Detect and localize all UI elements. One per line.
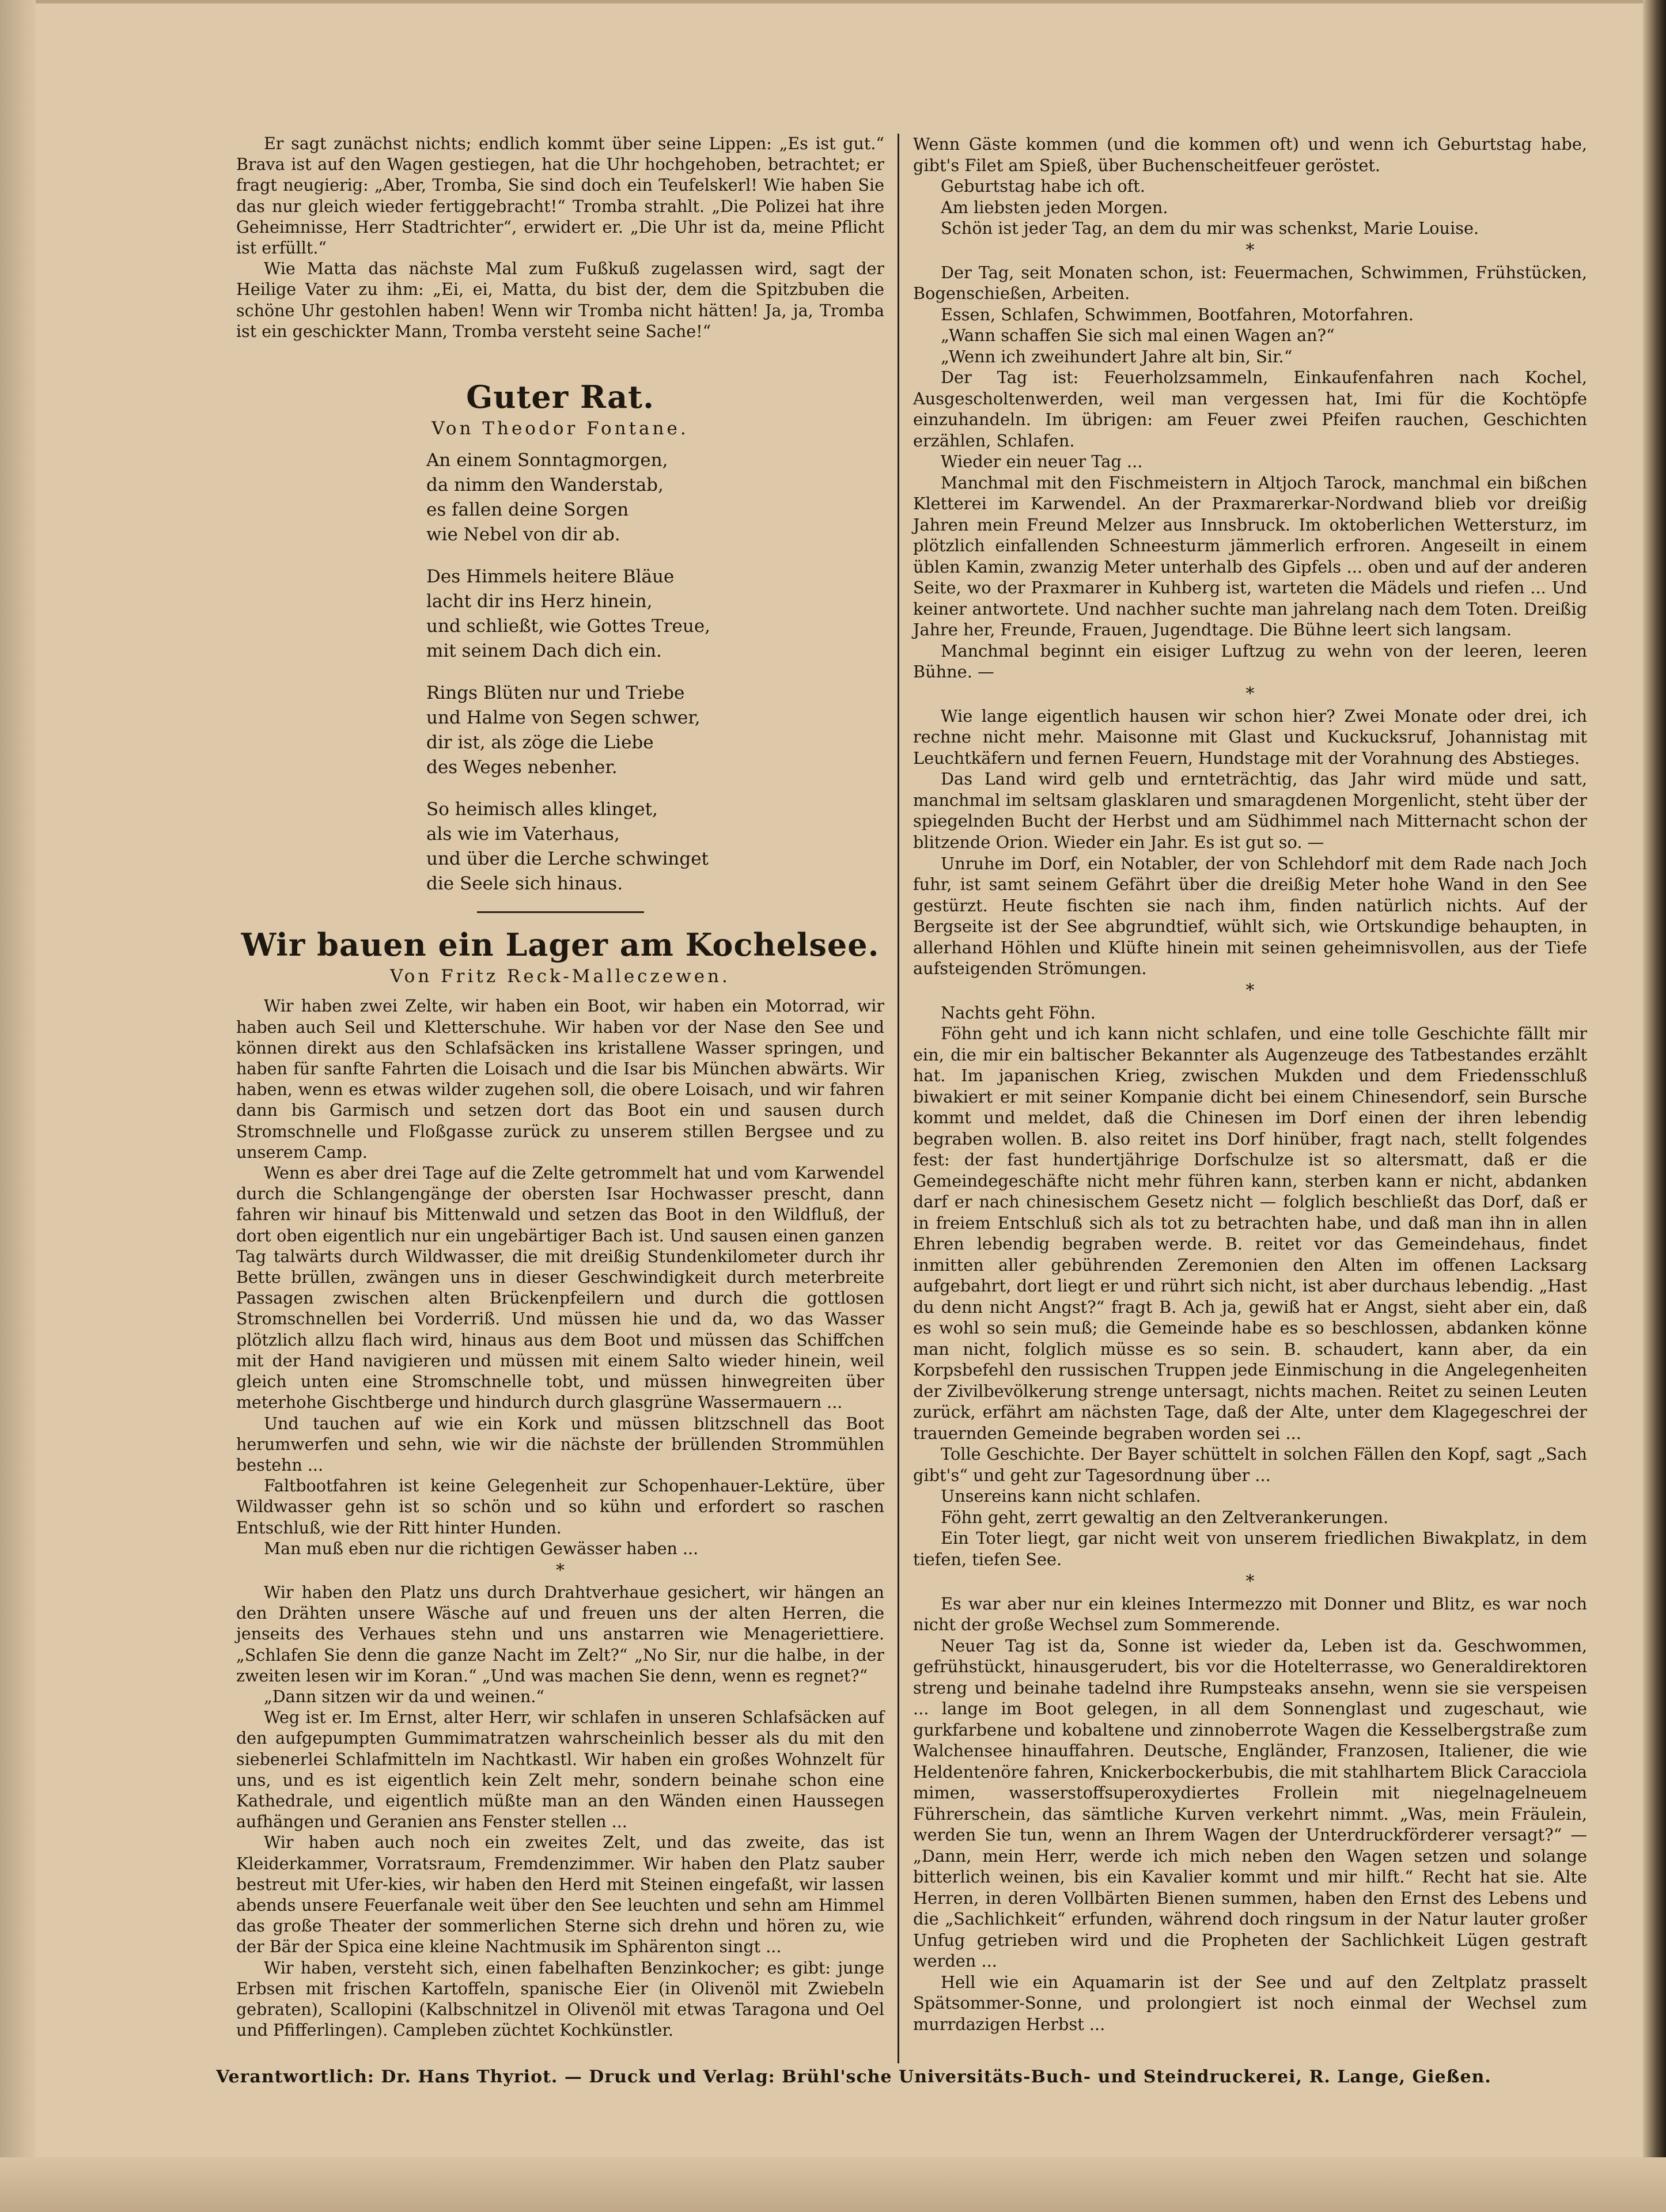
poem-line: und schließt, wie Gottes Treue, <box>426 616 711 637</box>
article-paragraph: Unruhe im Dorf, ein Notabler, der von Schlehdorf mit dem Rade nach Joch fuhr, ist samt seinem Gefährt über die dreißig Meter hohe Wand in den See gestürzt. Heute fischten sie nach ihm, finden natürlich nichts. Auf der Bergseite ist der See abgrundtief, wühlt sich, wie Ortskundige behaupten, in allerhand Höhlen und Klüfte hinein mit seinen geheimnisvollen, aus der Tiefe aufsteigenden Strömungen. <box>913 853 1587 979</box>
poem-line: lacht dir ins Herz hinein, <box>426 591 653 612</box>
article-paragraph: Wenn es aber drei Tage auf die Zelte getrommelt hat und vom Karwendel durch die Schlangengänge der obersten Isar Hochwasser prescht, dann fahren wir hinauf bis Mittenwald und setzen das Boot in den Wildfluß, der dort oben eigentlich nur ein ungebärtiger Bach ist. Und sausen einen ganzen Tag talwärts durch Wildwasser, die mit dreißig Stundenkilometer durch ihr Bette brüllen, zwängen uns in dieser Geschwindigkeit durch meterbreite Passagen zwischen alten Brückenpfeilern und durch die gottlosen Stromschnellen bei Vorderriß. Und müssen hie und da, wo das Wasser plötzlich allzu flach wird, hinaus aus dem Boot und müssen das Schiffchen mit der Hand navigieren und müssen mit einem Salto wieder hinein, weil gleich unten eine Stromschnelle tobt, und müssen hinwegreiten über meterhohe Gischtberge und hindurch durch glasgrüne Wassermauern ... <box>236 1164 884 1412</box>
article-paragraph: Faltbootfahren ist keine Gelegenheit zur Schopenhauer-Lektüre, über Wildwasser gehn ist so schön und so kühn und erfordert so raschen Entschluß, wie der Ritt hinter Hunden. <box>236 1476 884 1537</box>
section-separator: * <box>1245 1571 1255 1592</box>
section-rule <box>477 911 644 913</box>
column-divider <box>898 134 899 2063</box>
article-paragraph: „Wann schaffen Sie sich mal einen Wagen an?“ <box>941 325 1335 346</box>
page-binding-edge <box>0 0 36 2212</box>
poem-line: und Halme von Segen schwer, <box>426 707 701 729</box>
poem-byline: Von Theodor Fontane. <box>431 418 689 440</box>
poem-line: als wie im Vaterhaus, <box>426 824 620 845</box>
section-separator: * <box>1245 683 1255 704</box>
poem-stanza <box>426 565 884 664</box>
article-paragraph: Hell wie ein Aquamarin ist der See und auf den Zeltplatz prasselt Spätsommer-Sonne, und prolongiert ist noch einmal der Wechsel zum murrdazigen Herbst ... <box>913 1972 1587 2034</box>
poem-line: Rings Blüten nur und Triebe <box>426 683 685 704</box>
article-paragraph: Wir haben, versteht sich, einen fabelhaften Benzinkocher; es gibt: junge Erbsen mit frischen Kartoffeln, spanische Eier (in Olivenöl mit Zwiebeln gebraten), Scallopini (Kalbschnitzel in Olivenöl mit etwas Taragona und Oel und Pfifferlingen). Campleben züchtet Kochkünstler. <box>236 1958 884 2040</box>
article-paragraph: Unsereins kann nicht schlafen. <box>941 1486 1201 1506</box>
poem-line: da nimm den Wanderstab, <box>426 475 664 496</box>
article-paragraph: Wie lange eigentlich hausen wir schon hier? Zwei Monate oder drei, ich rechne nicht mehr. Maisonne mit Glast und Kuckucksruf, Johannistag mit Leuchtkäfern und fernen Feuern, Hundstage mit der Vorahnung des Abstieges. <box>913 706 1587 768</box>
article-paragraph: Der Tag ist: Feuerholzsammeln, Einkaufenfahren nach Kochel, Ausgescholtenwerden, weil man vergessen hat, Imi für die Kochtöpfe einzuhandeln. Im übrigen: am Feuer zwei Pfeifen rauchen, Geschichten erzählen, Schlafen. <box>913 368 1587 450</box>
page-top-edge <box>36 0 1643 3</box>
poem-line: dir ist, als zöge die Liebe <box>426 732 654 753</box>
poem-title: Guter Rat. <box>466 378 654 416</box>
intro-paragraph: Wie Matta das nächste Mal zum Fußkuß zugelassen wird, sagt der Heilige Vater zu ihm: „Ei, ei, Matta, du bist der, dem die Spitzbuben die schöne Uhr gestohlen haben! Wenn wir Tromba nicht hätten! Ja, ja, Tromba ist ein geschickter Mann, Tromba versteht seine Sache!“ <box>236 259 884 341</box>
article-paragraph: Wir haben auch noch ein zweites Zelt, und das zweite, das ist Kleiderkammer, Vorratsraum, Fremdenzimmer. Wir haben den Platz sauber bestreut mit Ufer-kies, wir haben den Herd mit Steinen eingefaßt, wir lassen abends unsere Feuerfanale weit über den See leuchten und sehn am Himmel das große Theater der sommerlichen Sterne sich drehn und hören zu, wie der Bär der Spica eine kleine Nachtmusik im Sphärenton singt ... <box>236 1833 884 1957</box>
imprint-footer: Verantwortlich: Dr. Hans Thyriot. — Druck und Verlag: Brühl'sche Universitäts-Buch- und Steindruckerei, R. Lange, Gießen. <box>216 2067 1491 2087</box>
poem-line: die Seele sich hinaus. <box>426 873 623 895</box>
article-paragraph: Föhn geht, zerrt gewaltig an den Zeltverankerungen. <box>941 1507 1389 1527</box>
poem-line: es fallen deine Sorgen <box>426 499 629 521</box>
poem-line: An einem Sonntagmorgen, <box>426 450 668 471</box>
page-right-edge <box>1643 0 1666 2212</box>
article-paragraph: Wir haben zwei Zelte, wir haben ein Boot, wir haben ein Motorrad, wir haben auch Seil und Kletterschuhe. Wir haben vor der Nase den See und können direkt aus den Schlafsäcken ins kristallene Wasser springen, und haben für sanfte Fahrten die Loisach und die Isar bis München abwärts. Wir haben, wenn es etwas wilder zugehen soll, die obere Loisach, und wir fahren dann bis Garmisch und setzen dort das Boot ein und sausen durch Stromschnelle und Floßgasse zurück zu unserem stillen Bergsee und zu unserem Camp. <box>236 997 884 1162</box>
article-paragraph: Wieder ein neuer Tag ... <box>941 452 1143 472</box>
article-paragraph: Föhn geht und ich kann nicht schlafen, und eine tolle Geschichte fällt mir ein, die mir ein baltischer Bekannter als Augenzeuge des Tatbestandes erzählt hat. Im japanischen Krieg, zwischen Mukden und dem Friedensschluß biwakiert er mit seiner Kompanie dicht bei einem Chinesendorf, sein Bursche kommt und meldet, daß die Chinesen im Dorf einen der ihren lebendig begraben wollen. B. also reitet ins Dorf hinüber, fragt nach, stellt folgendes fest: der fast hundertjährige Dorfschulze ist so altersmatt, daß er die Gemeindegeschäfte nicht mehr führen kann, sterben kann er nicht, abdanken darf er nach chinesischem Gesetz nicht — folglich beschließt das Dorf, daß er in freiem Entschluß sich als tot zu betrachten habe, und daß man ihn in allen Ehren lebendig begraben werde. B. reitet vor das Gemeindehaus, findet inmitten aller gebührenden Zeremonien den Alten im offenen Lacksarg aufgebahrt, dort liegt er und rührt sich nicht, ist aber durchaus lebendig. „Hast du denn nicht Angst?“ fragt B. Ach ja, gewiß hat er Angst, sieht aber ein, daß es wohl so sein muß; die Gemeinde habe es so beschlossen, abdanken könne man nicht, folglich müsse es so sein. B. schaudert, kann aber, da ein Korpsbefehl den russischen Truppen jede Einmischung in die Angelegenheiten der Zivilbevölkerung strenge untersagt, nichts machen. Reitet zu seinen Leuten zurück, erfährt am nächsten Tage, daß der Alte, unter dem Klagegeschrei der trauernden Gemeinde begraben worden sei ... <box>913 1024 1587 1443</box>
article-title: Wir bauen ein Lager am Kochelsee. <box>241 926 880 964</box>
article-paragraph: Nachts geht Föhn. <box>941 1002 1096 1022</box>
poem-stanza <box>426 797 884 896</box>
article-paragraph: Der Tag, seit Monaten schon, ist: Feuermachen, Schwimmen, Frühstücken, Bogenschießen, Arbeiten. <box>913 262 1587 304</box>
article-paragraph: Neuer Tag ist da, Sonne ist wieder da, Leben ist da. Geschwommen, gefrühstückt, hinausgerudert, bis vor die Hotelterrasse, wo Generaldirektoren streng und beinahe tadelnd ihre Rumpsteaks ansehn, wenn sie sie verspeisen ... lange im Boot gelegen, in all dem Sonnenglast und zugeschaut, wie gurkfarbene und kobaltene und zinnoberrote Wagen die Kesselbergstraße zum Walchensee hinauffahren. Deutsche, Engländer, Franzosen, Italiener, die wie Heldentenöre fahren, Knickerbockerbubis, die mit stahlhartem Blick Caracciola mimen, wasserstoffsuperoxydiertes Frollein mit niegelnagelneuem Führerschein, das sämtliche Kurven verkehrt nimmt. „Was, mein Fräulein, werden Sie tun, wenn an Ihrem Wagen der Unterdruckförderer versagt?“ — „Dann, mein Herr, werde ich mich neben den Wagen setzen und solange bitterlich weinen, bis ein Kavalier kommt und mir hilft.“ Recht hat sie. Alte Herren, in deren Vollbärten Bienen summen, haben den Ernst des Lebens und die „Sachlichkeit“ erfunden, während doch ringsum in der Natur lauter großer Unfug getrieben wird und die Propheten der Sachlichkeit Lügen gestraft werden ... <box>913 1635 1587 1971</box>
article-paragraph: Und tauchen auf wie ein Kork und müssen blitzschnell das Boot herumwerfen und sehn, wie wir die nächste der brüllenden Strommühlen bestehn ... <box>236 1414 884 1475</box>
article-byline: Von Fritz Reck-Malleczewen. <box>390 966 730 987</box>
poem-line: Des Himmels heitere Bläue <box>426 566 675 588</box>
article-paragraph: Wenn Gäste kommen (und die kommen oft) und wenn ich Geburtstag habe, gibt's Filet am Spieß, über Buchenscheitfeuer geröstet. <box>913 134 1587 175</box>
article-paragraph: Ein Toter liegt, gar nicht weit von unserem friedlichen Biwakplatz, in dem tiefen, tiefen See. <box>913 1528 1587 1569</box>
article-paragraph: Am liebsten jeden Morgen. <box>941 197 1168 217</box>
poem-line: wie Nebel von dir ab. <box>426 524 620 546</box>
poem-line: des Weges nebenher. <box>426 757 618 778</box>
section-separator: * <box>556 1560 565 1581</box>
article-paragraph: Geburtstag habe ich oft. <box>941 176 1145 196</box>
article-paragraph: Weg ist er. Im Ernst, alter Herr, wir schlafen in unseren Schlafsäcken auf den aufgepumpten Gummimatratzen wahrscheinlich besser als du mit den siebenerlei Schlafmitteln im Nachtkastl. Wir haben ein großes Wohnzelt für uns, und es ist eigentlich kein Zelt mehr, sondern beinahe schon eine Kathedrale, und eigentlich müßte man an den Wänden einen Haussegen aufhängen und Geranien ans Fenster stellen ... <box>236 1708 884 1832</box>
article-paragraph: Tolle Geschichte. Der Bayer schüttelt in solchen Fällen den Kopf, sagt „Sach gibt's“ und geht zur Tagesordnung über ... <box>913 1444 1587 1485</box>
poem-line: mit seinem Dach dich ein. <box>426 641 662 662</box>
article-paragraph: „Wenn ich zweihundert Jahre alt bin, Sir.“ <box>941 346 1293 366</box>
article-paragraph: Das Land wird gelb und ernteträchtig, das Jahr wird müde und satt, manchmal im seltsam glasklaren und smaragdenen Morgenlicht, steht über der spiegelnden Bucht der Herbst und am Südhimmel nach Mitternacht schon der blitzende Orion. Wieder ein Jahr. Es ist gut so. — <box>913 769 1587 852</box>
article-paragraph: Manchmal mit den Fischmeistern in Altjoch Tarock, manchmal ein bißchen Kletterei im Karwendel. An der Praxmarerkar-Nordwand blieb vor dreißig Jahren mein Freund Melzer aus Innsbruck. Im oktoberlichen Wettersturz, im plötzlich einfallenden Schneesturm jämmerlich erfroren. Angeseilt in einem üblen Kamin, zwanzig Meter unterhalb des Gipfels ... oben und auf der anderen Seite, wo der Praxmarer in Kuhberg ist, warteten die Mädels und riefen ... Und keiner antwortete. Und nachher suchte man jahrelang nach dem Toten. Dreißig Jahre her, Freunde, Frauen, Jugendtage. Die Bühne leert sich langsam. <box>913 472 1587 640</box>
article-paragraph: Es war aber nur ein kleines Intermezzo mit Donner und Blitz, es war noch nicht der große Wechsel zum Sommerende. <box>913 1593 1587 1635</box>
article-paragraph: Man muß eben nur die richtigen Gewässer haben ... <box>264 1539 699 1558</box>
poem-line: So heimisch alles klinget, <box>426 799 658 820</box>
left-column <box>236 134 884 2041</box>
section-separator: * <box>1245 980 1255 1001</box>
article-paragraph: Schön ist jeder Tag, an dem du mir was schenkst, Marie Louise. <box>941 218 1479 238</box>
article-paragraph: „Dann sitzen wir da und weinen.“ <box>264 1687 544 1706</box>
poem <box>426 448 884 896</box>
article-paragraph: Manchmal beginnt ein eisiger Luftzug zu wehn von der leeren, leeren Bühne. — <box>913 641 1587 682</box>
article-paragraph: Essen, Schlafen, Schwimmen, Bootfahren, Motorfahren. <box>941 304 1414 324</box>
intro-paragraph: Er sagt zunächst nichts; endlich kommt über seine Lippen: „Es ist gut.“ Brava ist auf den Wagen gestiegen, hat die Uhr hochgehoben, betrachtet; er fragt neugierig: „Aber, Tromba, Sie sind doch ein Teufelskerl! Wie haben Sie das nur gleich wieder fertiggebracht!“ Tromba strahlt. „Die Polizei hat ihre Geheimnisse, Herr Stadtrichter“, erwidert er. „Die Uhr ist da, meine Pflicht ist erfüllt.“ <box>236 134 884 258</box>
page-bottom-edge <box>0 2157 1666 2212</box>
poem-line: und über die Lerche schwinget <box>426 849 709 870</box>
poem-stanza <box>426 448 884 547</box>
right-column <box>913 134 1587 2035</box>
section-separator: * <box>1245 240 1255 260</box>
article-paragraph: Wir haben den Platz uns durch Drahtverhaue gesichert, wir hängen an den Drähten unsere Wäsche auf und freuen uns der alten Herren, die jenseits des Verhaues stehn und uns anstarren wie Menageriettiere. „Schlafen Sie denn die ganze Nacht im Zelt?“ „No Sir, nur die halbe, in der zweiten lesen wir im Koran.“ „Und was machen Sie denn, wenn es regnet?“ <box>236 1582 884 1685</box>
poem-stanza <box>426 681 884 780</box>
